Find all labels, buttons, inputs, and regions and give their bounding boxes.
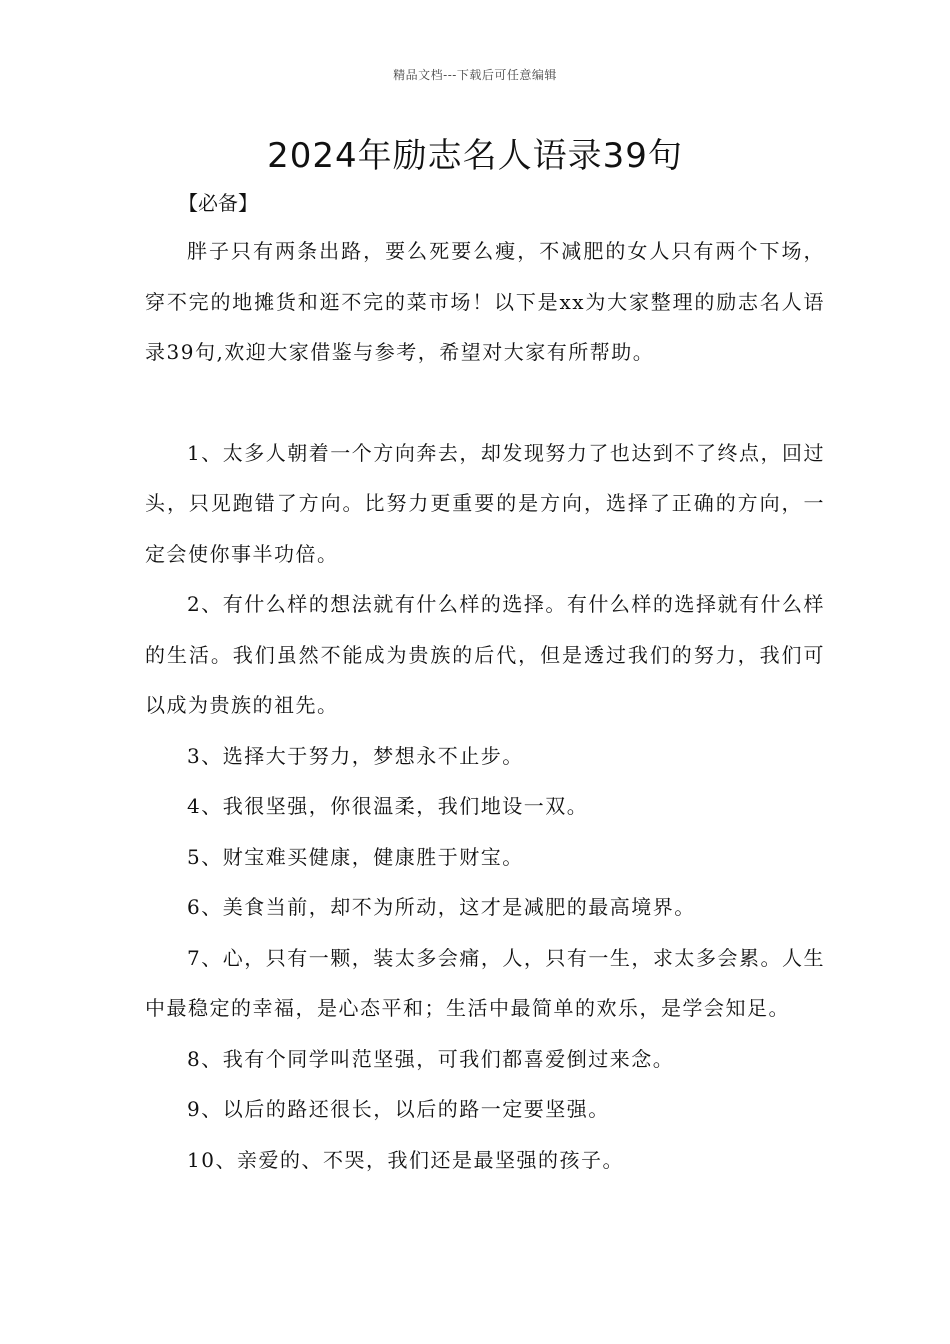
quote-item: 1、太多人朝着一个方向奔去，却发现努力了也达到不了终点，回过头，只见跑错了方向。比努力更重要的是方向，选择了正确的方向，一定会使你事半功倍。	[145, 440, 825, 566]
paragraph-spacer	[145, 378, 825, 428]
quote-item: 6、美食当前，却不为所动，这才是减肥的最高境界。	[187, 895, 696, 919]
header-note: 精品文档---下载后可任意编辑	[393, 68, 557, 82]
intro-paragraph: 胖子只有两条出路，要么死要么瘦，不减肥的女人只有两个下场，穿不完的地摊货和逛不完的菜市场！以下是xx为大家整理的励志名人语录39句,欢迎大家借鉴与参考，希望对大家有所帮助。	[145, 239, 825, 364]
page-title: 2024年励志名人语录39句	[267, 136, 683, 176]
document-body	[145, 226, 825, 1185]
quote-item: 3、选择大于努力，梦想永不止步。	[187, 743, 524, 768]
quote-item: 9、以后的路还很长，以后的路一定要坚强。	[187, 1097, 610, 1121]
quote-item: 10、亲爱的、不哭，我们还是最坚强的孩子。	[187, 1147, 624, 1172]
quote-item: 5、财宝难买健康，健康胜于财宝。	[187, 844, 524, 869]
tag-label: 【必备】	[178, 191, 258, 215]
quote-item: 8、我有个同学叫范坚强，可我们都喜爱倒过来念。	[187, 1046, 675, 1071]
quote-item: 7、心，只有一颗，装太多会痛，人，只有一生，求太多会累。人生中最稳定的幸福，是心态平和；生活中最简单的欢乐，是学会知足。	[145, 945, 825, 1020]
quote-item: 4、我很坚强，你很温柔，我们地设一双。	[187, 794, 589, 818]
quote-item: 2、有什么样的想法就有什么样的选择。有什么样的选择就有什么样的生活。我们虽然不能成为贵族的后代，但是透过我们的努力，我们可以成为贵族的祖先。	[145, 592, 825, 717]
